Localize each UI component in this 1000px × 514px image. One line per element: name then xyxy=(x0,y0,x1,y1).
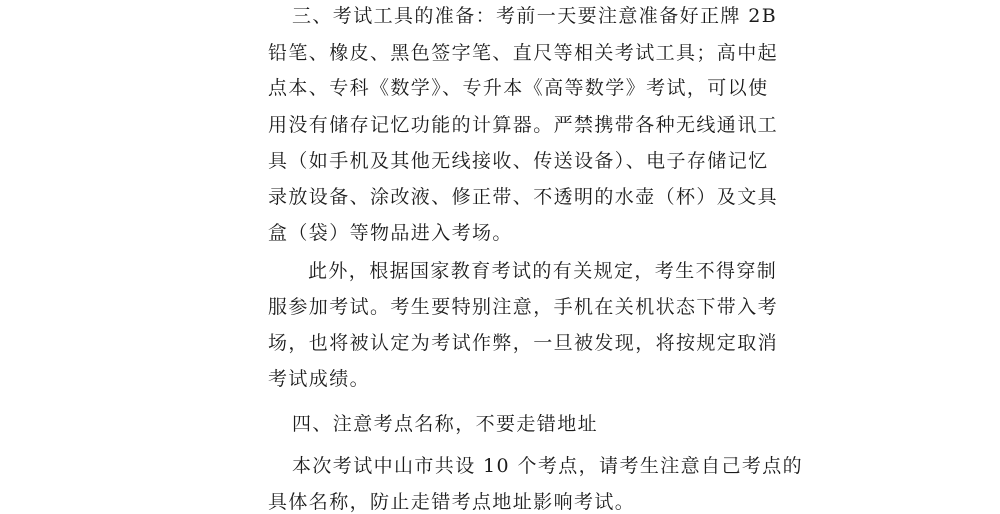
paragraph-line: 点本、专科《数学》、专升本《高等数学》考试，可以使 xyxy=(268,77,769,99)
paragraph-line: 用没有储存记忆功能的计算器。严禁携带各种无线通讯工 xyxy=(268,114,779,136)
paragraph-line: 铅笔、橡皮、黑色签字笔、直尺等相关考试工具；高中起 xyxy=(268,42,779,64)
paragraph-line: 具（如手机及其他无线接收、传送设备）、电子存储记忆 xyxy=(268,150,769,172)
section-4-heading: 四、注意考点名称，不要走错地址 xyxy=(292,413,599,435)
paragraph-line: 本次考试中山市共设 10 个考点，请考生注意自己考点的 xyxy=(292,455,804,477)
section-3-heading-line: 三、考试工具的准备：考前一天要注意准备好正牌 2B xyxy=(292,5,778,27)
paragraph-line: 服参加考试。考生要特别注意，手机在关机状态下带入考 xyxy=(268,296,779,318)
paragraph-line: 此外，根据国家教育考试的有关规定，考生不得穿制 xyxy=(308,260,778,282)
paragraph-line: 录放设备、涂改液、修正带、不透明的水壶（杯）及文具 xyxy=(268,186,779,208)
paragraph-line: 具体名称，防止走错考点地址影响考试。 xyxy=(268,491,636,513)
paragraph-line: 考试成绩。 xyxy=(268,368,371,390)
paragraph-line: 场，也将被认定为考试作弊，一旦被发现，将按规定取消 xyxy=(268,332,779,354)
paragraph-line: 盒（袋）等物品进入考场。 xyxy=(268,222,513,244)
